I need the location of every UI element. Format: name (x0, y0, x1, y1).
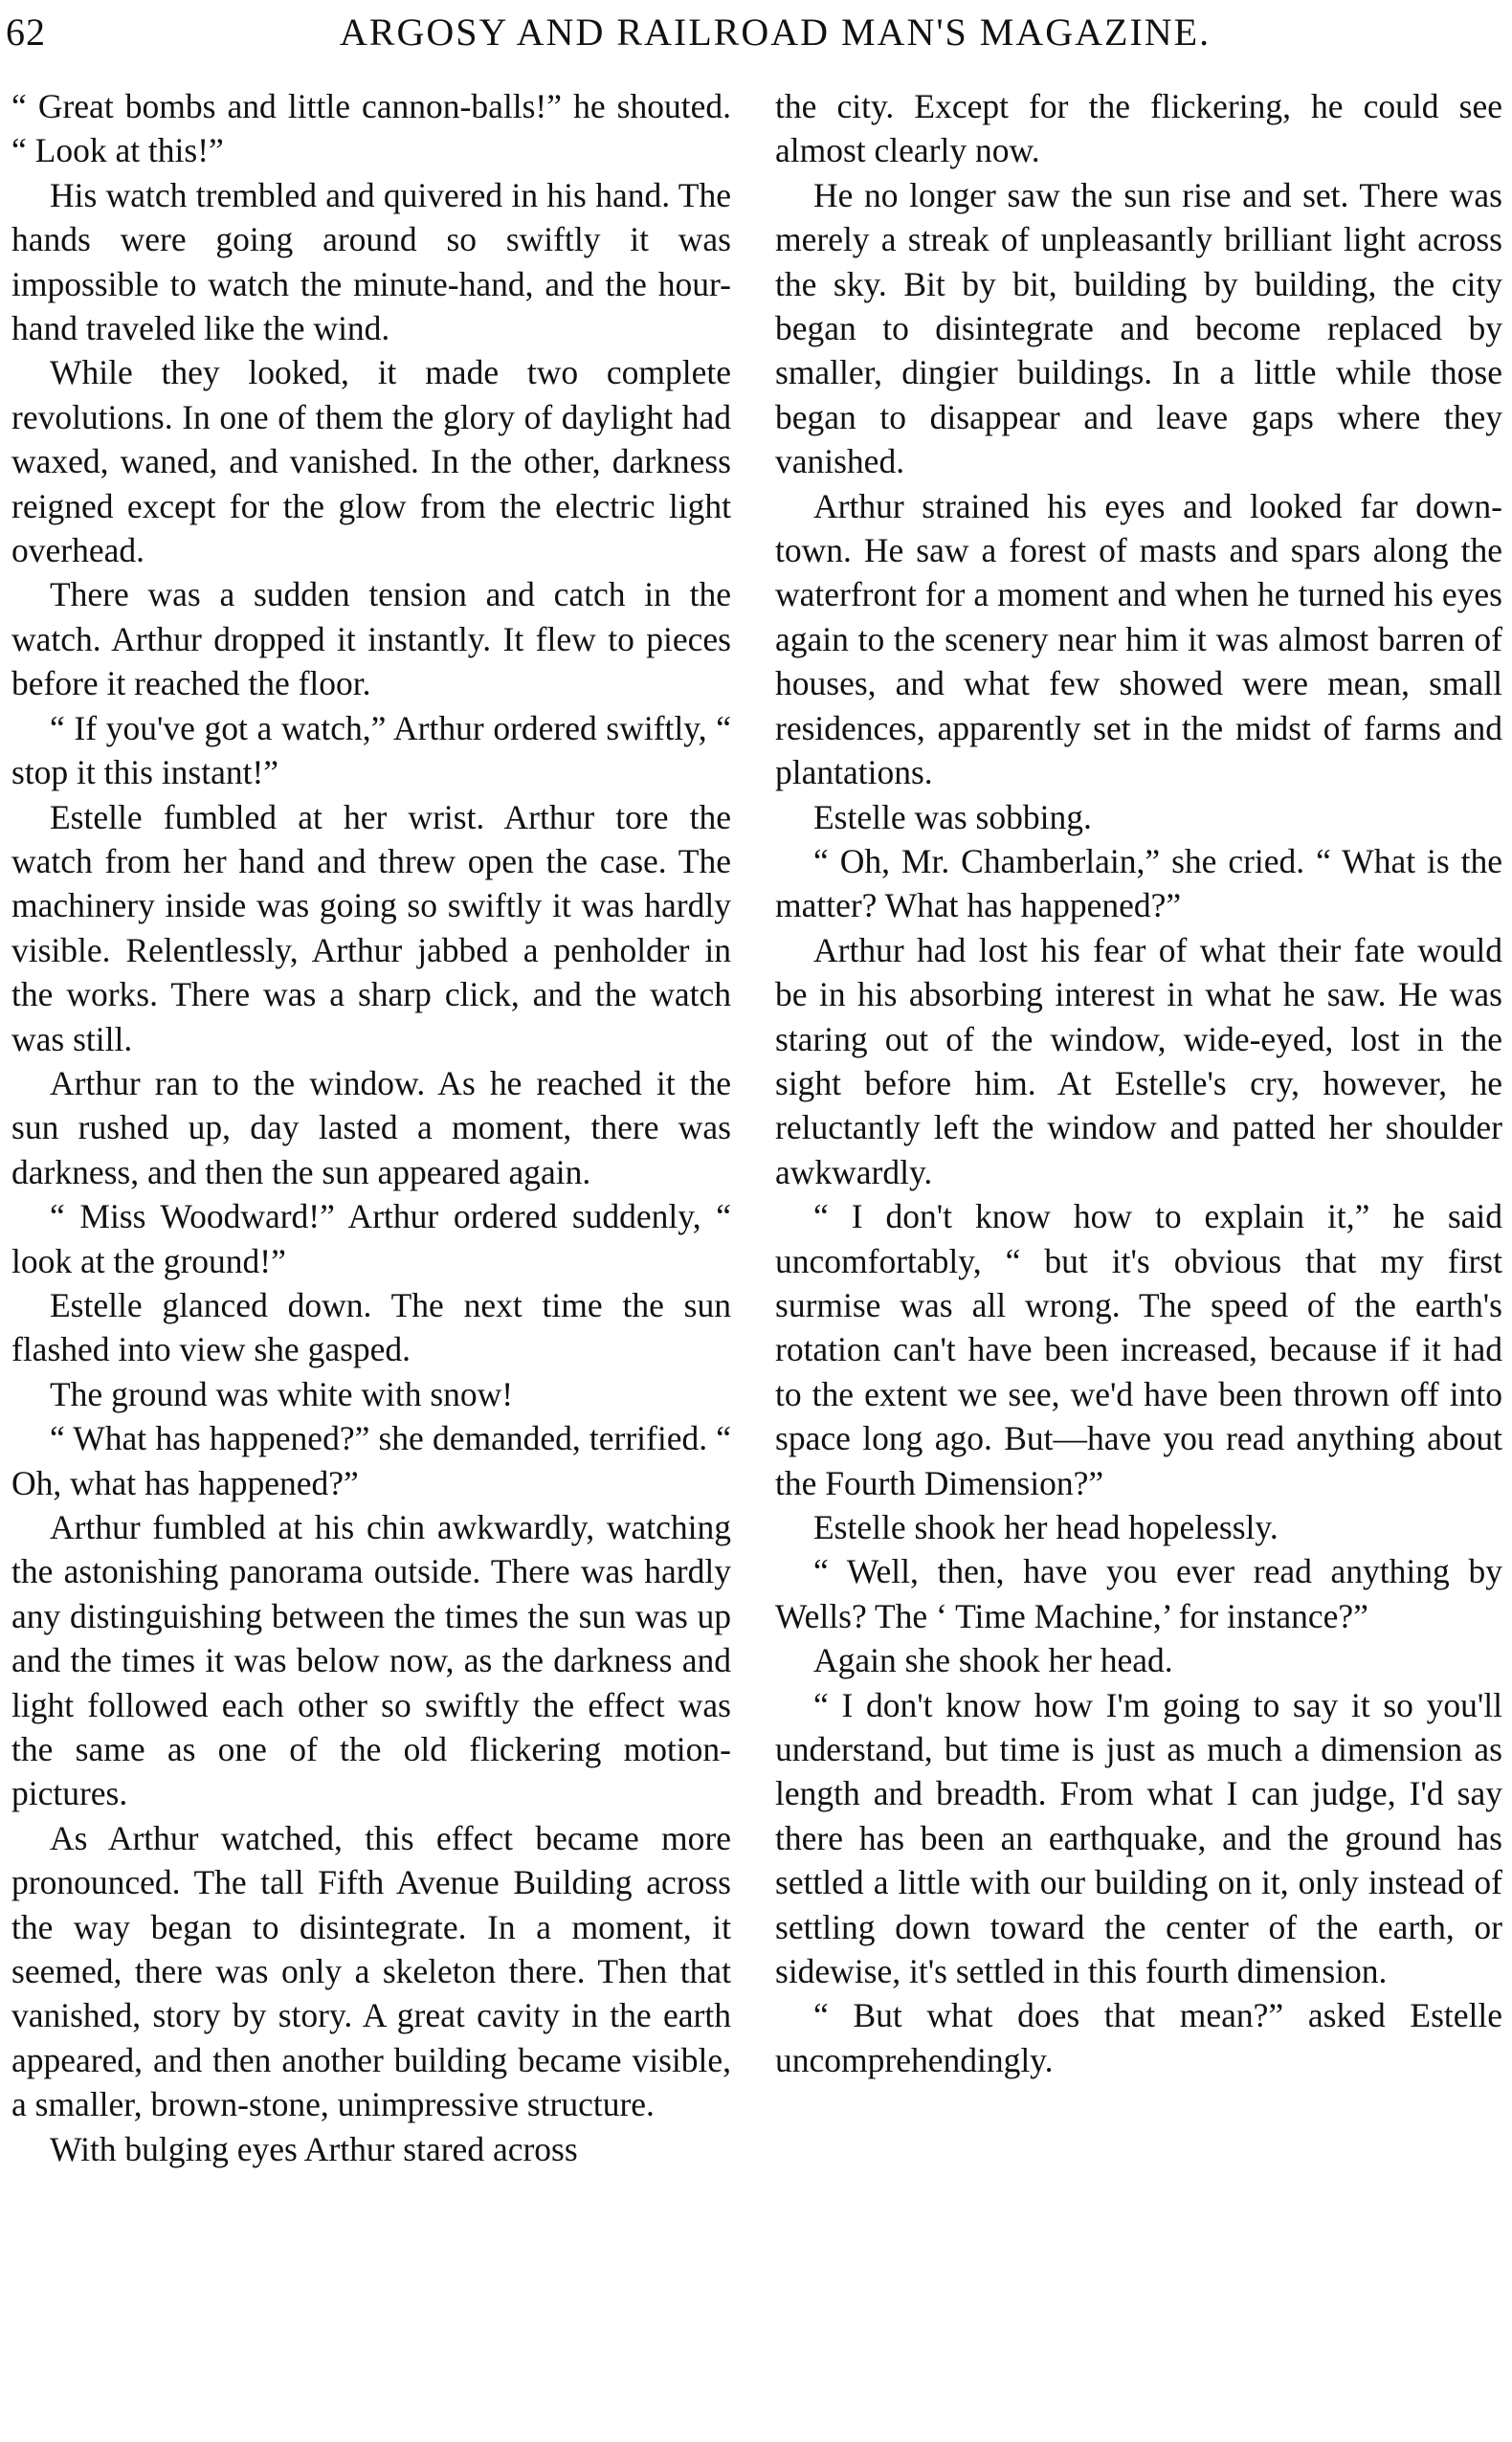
paragraph: While they looked, it made two complete revolutions. In one of them the glory of daylight had waxed, waned, and vanished. In the other, darkness reigned except for the glow from the electric light overhead. (11, 353, 731, 570)
page-number: 62 (6, 11, 46, 54)
paragraph: “ What has happened?” she demanded, terrified. “ Oh, what has happened?” (11, 1419, 731, 1502)
paragraph: Again she shook her head. (813, 1641, 1173, 1680)
paragraph: “ But what does that mean?” asked Estelle uncomprehendingly. (775, 1996, 1502, 2079)
paragraph: Arthur had lost his fear of what their fate would be in his absorbing interest in what he saw. He was staring out of the window, wide-eyed, lost in the sight before him. At Estelle's cry, however, he reluctantly left the window and patted her shoulder awkwardly. (775, 930, 1502, 1191)
paragraph: “ If you've got a watch,” Arthur ordered swiftly, “ stop it this instant!” (11, 708, 731, 792)
running-head: ARGOSY AND RAILROAD MAN'S MAGAZINE. (339, 11, 1212, 54)
paragraph: The ground was white with snow! (50, 1374, 514, 1413)
paragraph: With bulging eyes Arthur stared across (50, 2129, 578, 2168)
paragraph: There was a sudden tension and catch in the watch. Arthur dropped it instantly. It flew to pieces before it reached the floor. (11, 575, 731, 703)
page-header (0, 10, 1512, 78)
text-column-right (775, 84, 1502, 2082)
paragraph: He no longer saw the sun rise and set. There was merely a streak of unpleasantly brilliant light across the sky. Bit by bit, building by building, the city began to disintegrate and become replaced by smaller, dingier buildings. In a little while those began to disappear and leave gaps where they vanished. (775, 175, 1502, 481)
paragraph: Arthur ran to the window. As he reached it the sun rushed up, day lasted a moment, there was darkness, and then the sun appeared again. (11, 1063, 731, 1191)
paragraph: Estelle was sobbing. (813, 797, 1092, 836)
paragraph: His watch trembled and quivered in his hand. The hands were going around so swiftly it was impossible to watch the minute-hand, and the hour-hand traveled like the wind. (11, 175, 731, 348)
paragraph: “ I don't know how I'm going to say it so you'll understand, but time is just as much a dimension as length and breadth. From what I can judge, I'd say there has been an earthquake, and the ground has settled a little with our building on it, only instead of settling down toward the center of the earth, or sidewise, it's settled in this fourth dimension. (775, 1685, 1502, 1991)
paragraph: Estelle fumbled at her wrist. Arthur tore the watch from her hand and threw open the case. The machinery inside was going so swiftly it was hardly visible. Relentlessly, Arthur jabbed a penholder in the works. There was a sharp click, and the watch was still. (11, 797, 731, 1058)
paragraph: As Arthur watched, this effect became more pronounced. The tall Fifth Avenue Building across the way began to disintegrate. In a moment, it seemed, there was only a skeleton there. Then that vanished, story by story. A great cavity in the earth appeared, and then another building became visible, a smaller, brown-stone, unimpressive structure. (11, 1818, 731, 2124)
paragraph: Arthur fumbled at his chin awkwardly, watching the astonishing panorama outside. There was hardly any distinguishing between the times the sun was up and the times it was below now, as the darkness and light followed each other so swiftly the effect was the same as one of the old flickering motion-pictures. (11, 1508, 731, 1813)
paragraph: “ Great bombs and little cannon-balls!” he shouted. “ Look at this!” (11, 87, 731, 170)
paragraph: “ Well, then, have you ever read anything by Wells? The ‘ Time Machine,’ for instance?” (775, 1552, 1502, 1635)
paragraph: “ I don't know how to explain it,” he said uncomfortably, “ but it's obvious that my first surmise was all wrong. The speed of the earth's rotation can't have been increased, because if it had to the extent we see, we'd have been thrown off into space long ago. But—have you read anything about the Fourth Dimension?” (775, 1197, 1502, 1502)
paragraph: “ Oh, Mr. Chamberlain,” she cried. “ What is the matter? What has happened?” (775, 841, 1502, 925)
text-column-left (11, 84, 731, 2171)
paragraph: “ Miss Woodward!” Arthur ordered suddenly, “ look at the ground!” (11, 1197, 731, 1280)
paragraph: Estelle glanced down. The next time the sun flashed into view she gasped. (11, 1285, 731, 1369)
paragraph: the city. Except for the flickering, he could see almost clearly now. (775, 87, 1502, 170)
paragraph: Estelle shook her head hopelessly. (813, 1508, 1279, 1546)
paragraph: Arthur strained his eyes and looked far down-town. He saw a forest of masts and spars along the waterfront for a moment and when he turned his eyes again to the scenery near him it was almost barren of houses, and what few showed were mean, small residences, apparently set in the midst of farms and plantations. (775, 486, 1502, 792)
